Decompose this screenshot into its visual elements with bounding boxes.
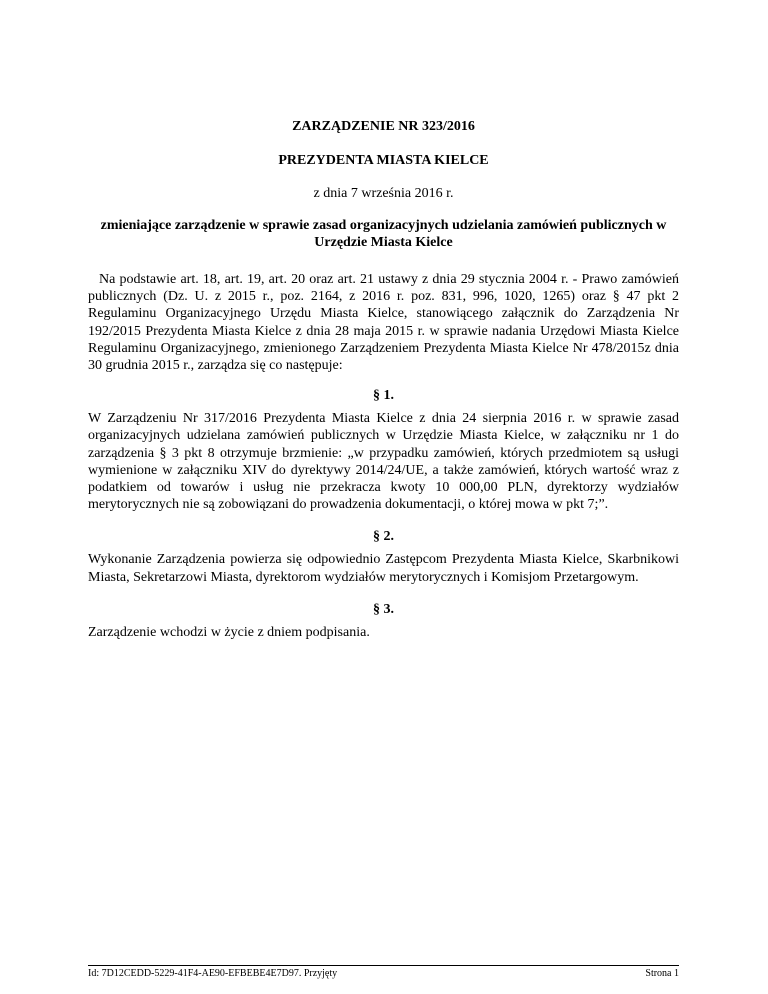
document-body — [88, 118, 679, 641]
document-issuer: PREZYDENTA MIASTA KIELCE — [278, 153, 489, 168]
document-id: Id: 7D12CEDD-5229-41F4-AE90-EFBEBE4E7D97. Przyjęty — [88, 968, 338, 979]
page-number: Strona 1 — [645, 968, 679, 979]
footer-divider — [88, 965, 679, 966]
section-1-heading: § 1. — [373, 388, 394, 404]
section-3-text: Zarządzenie wchodzi w życie z dniem podpisania. — [88, 624, 370, 640]
section-3-heading: § 3. — [373, 601, 394, 617]
document-date: z dnia 7 września 2016 r. — [313, 186, 454, 201]
section-2-text: Wykonanie Zarządzenia powierza się odpowiednio Zastępcom Prezydenta Miasta Kielce, Skarbnikowi Miasta, Sekretarzowi Miasta, dyrektorom wydziałów merytorycznych i Komisjom Przetargowym. — [88, 552, 679, 585]
document-subject: zmieniające zarządzenie w sprawie zasad organizacyjnych udzielania zamówień publicznych w Urzędzie Miasta Kielce — [100, 218, 667, 250]
document-title: ZARZĄDZENIE NR 323/2016 — [292, 119, 475, 134]
preamble-paragraph: Na podstawie art. 18, art. 19, art. 20 oraz art. 21 ustawy z dnia 29 stycznia 2004 r. - Prawo zamówień publicznych (Dz. U. z 2015 r., poz. 2164, z 2016 r. poz. 831, 996, 1020, 1265) oraz § 47 pkt 2 Regulaminu Organizacyjnego Urzędu Miasta Kielce, stanowiącego załącznik do Zarządzenia Nr 192/2015 Prezydenta Miasta Kielce z dnia 28 maja 2015 r. w sprawie nadania Urzędowi Miasta Kielce Regulaminu Organizacyjnego, zmienionego Zarządzeniem Prezydenta Miasta Kielce Nr 478/2015z dnia 30 grudnia 2015 r., zarządza się co następuje: — [88, 272, 679, 374]
section-2-heading: § 2. — [373, 529, 394, 545]
section-1-text: W Zarządzeniu Nr 317/2016 Prezydenta Miasta Kielce z dnia 24 sierpnia 2016 r. w sprawie zasad organizacyjnych udzielana zamówień publicznych w Urzędzie Miasta Kielce, w załączniku nr 1 do zarządzenia § 3 pkt 8 otrzymuje brzmienie: „w przypadku zamówień, których przedmiotem są usługi wymienione w załączniku XIV do dyrektywy 2014/24/UE, a także zamówień, których wartość wraz z podatkiem od towarów i usług nie przekracza kwoty 10 000,00 PLN, dyrektorzy wydziałów merytorycznych nie są zobowiązani do prowadzenia dokumentacji, o której mowa w pkt 7;”. — [88, 411, 679, 513]
